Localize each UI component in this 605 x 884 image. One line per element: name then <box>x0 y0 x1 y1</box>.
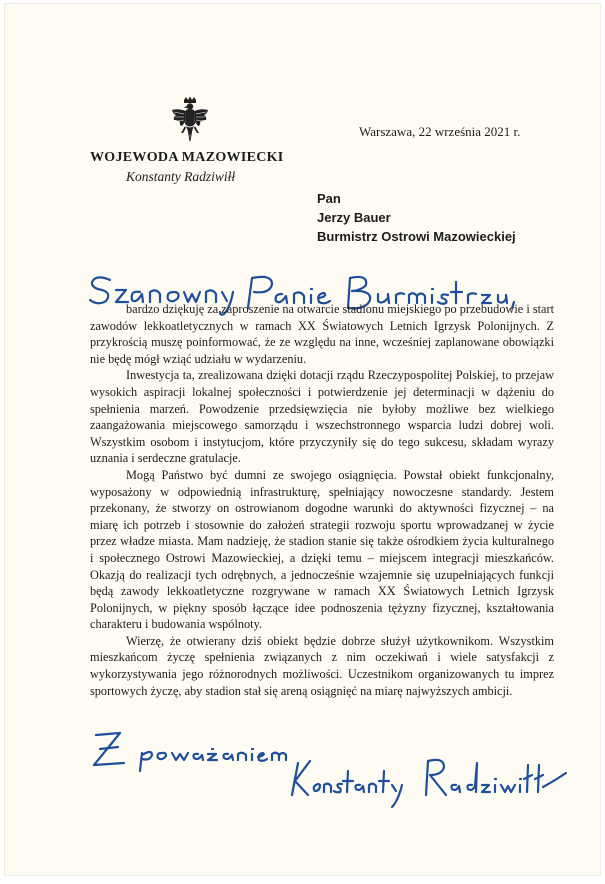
addressee-salutation: Pan <box>317 191 341 206</box>
polish-eagle-emblem-icon <box>170 96 210 142</box>
body-paragraph-4: Wierzę, że otwierany dziś obiekt będzie dobrze służył użytkownikom. Wszystkim mieszkańcom życzę spełnienia związanych z nim oczekiwań i wiele satysfakcji z wykorzystywania jego różnorodnych możliwości. Uczestnikom organizowanych tu imprez sportowych życzę, aby stadion stał się areną osiągnięć na miarę najwyższych ambicji. <box>90 633 554 698</box>
date-line: Warszawa, 22 września 2021 r. <box>359 124 521 139</box>
body-paragraph-3: Mogą Państwo być dumni ze swojego osiągnięcia. Powstał obiekt funkcjonalny, wyposażony w odpowiednią infrastrukturę, spełniający nowoczesne standardy. Jestem przekonany, że stworzy on ostrowianom dogodne warunki do aktywności fizycznej – na miarę ich potrzeb i stosownie do założeń strategii rozwoju sportu wprowadzanej w życie przez władze miasta. Mam nadzieję, że stadion stanie się także ośrodkiem życia kulturalnego i społecznego Ostrowi Mazowieckiej, a dzięki temu – miejscem integracji mieszkańców. Okazją do realizacji tych odrębnych, a jednocześnie wzajemnie się uzupełniających funkcji będą zawody lekkoatletyczne rozgrywane w ramach XX Światowych Letnich Igrzysk Polonijnych, w piękny sposób łączące idee podnoszenia tężyzny fizycznej, kształtowania charakteru i budowania wspólnoty. <box>90 467 554 632</box>
office-title: WOJEWODA MAZOWIECKI <box>90 150 284 165</box>
addressee-title: Burmistrz Ostrowi Mazowieckiej <box>317 229 516 244</box>
letter-body <box>90 301 554 699</box>
handwritten-signature <box>284 751 574 809</box>
body-paragraph-2: Inwestycja ta, zrealizowana dzięki dotacji rządu Rzeczypospolitej Polskiej, to przejaw wysokich aspiracji lokalnej społeczności i potwierdzenie jej determinacji w dążeniu do spełnienia marzeń. Powodzenie przedsięwzięcia nie byłoby możliwe bez wielkiego zaangażowania miejscowego samorządu i wszechstronnego wsparcia ludzi dobrej woli. Wszystkim osobom i instytucjom, które przyczyniły się do tego sukcesu, składam wyrazy uznania i serdeczne gratulacje. <box>90 368 554 466</box>
addressee-name: Jerzy Bauer <box>317 210 391 225</box>
official-name: Konstanty Radziwiłł <box>126 169 236 184</box>
body-paragraph-1: bardzo dziękuję za zaproszenie na otwarcie stadionu miejskiego po przebudowie i start zawodów lekkoatletycznych w ramach XX Światowych Letnich Igrzysk Polonijnych. Z przykrością muszę poinformować, że ze względu na inne, wcześniej zaplanowane obowiązki nie będę mógł wziąć udziału w wydarzeniu. <box>90 302 554 366</box>
letter-page <box>4 3 601 876</box>
addressee-block <box>317 189 577 246</box>
handwritten-closing <box>86 725 316 775</box>
